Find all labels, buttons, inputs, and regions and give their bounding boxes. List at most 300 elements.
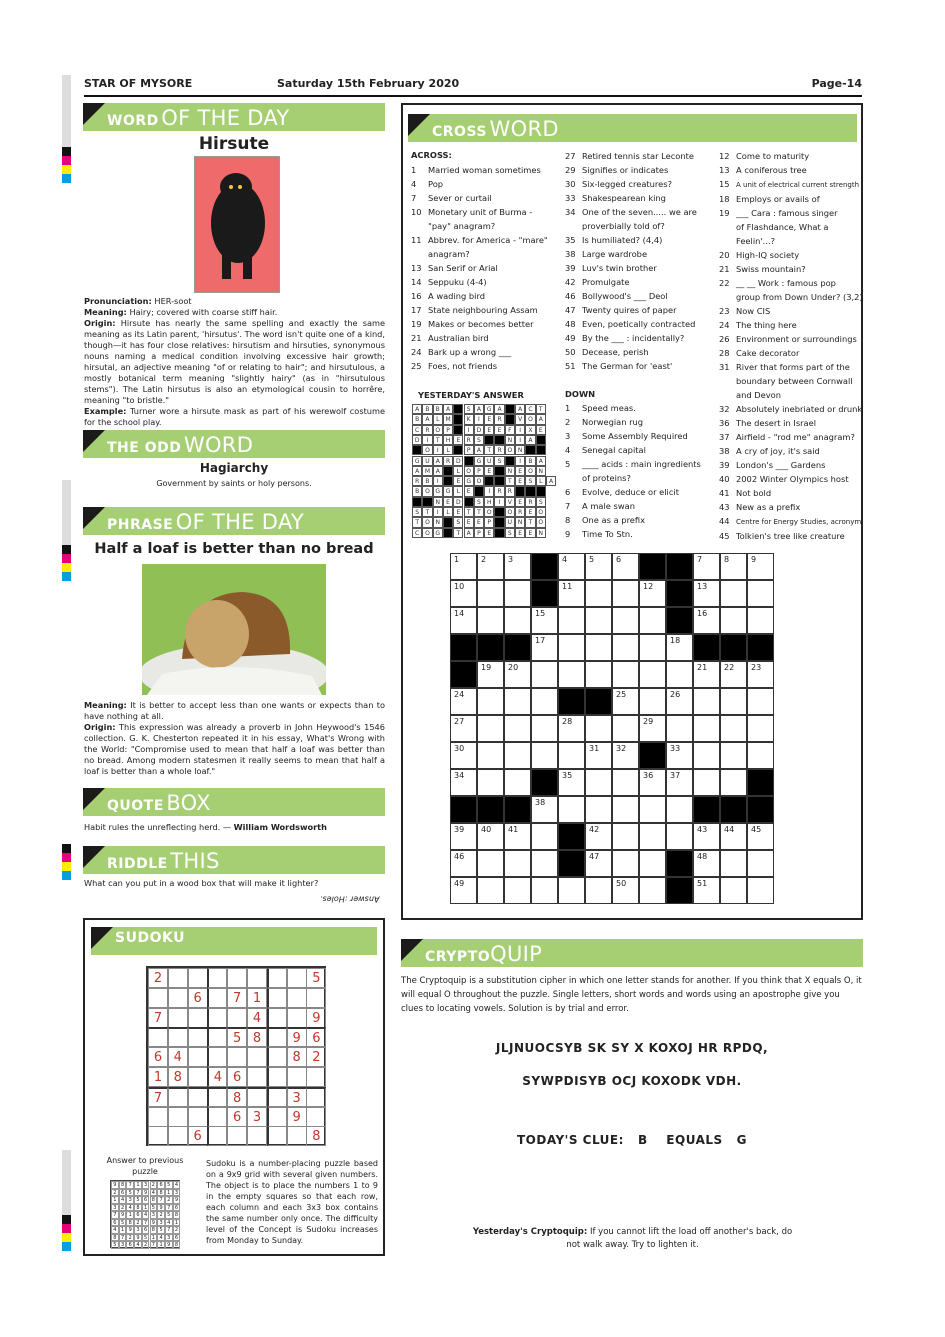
crossword-cell[interactable]	[477, 850, 504, 877]
crossword-cell[interactable]	[558, 742, 585, 769]
crossword-cell[interactable]	[477, 553, 504, 580]
crossword-cell[interactable]	[558, 661, 585, 688]
crossword-cell[interactable]	[747, 742, 774, 769]
crossword-cell[interactable]	[666, 769, 693, 796]
crossword-cell[interactable]	[693, 715, 720, 742]
crossword-cell[interactable]	[747, 580, 774, 607]
crossword-cell[interactable]	[504, 688, 531, 715]
black-cell	[494, 528, 504, 538]
answer-cell: P	[474, 466, 484, 476]
crossword-cell[interactable]	[693, 580, 720, 607]
crossword-cell[interactable]	[720, 553, 747, 580]
clue	[719, 402, 863, 416]
crossword-cell[interactable]	[747, 661, 774, 688]
crossword-cell[interactable]	[504, 580, 531, 607]
clue-text: Six-legged creatures?	[582, 179, 672, 189]
crossword-cell[interactable]	[477, 742, 504, 769]
crossword-cell[interactable]	[558, 634, 585, 661]
sudoku-cell[interactable]	[188, 1067, 208, 1087]
crossword-cell[interactable]	[585, 823, 612, 850]
crossword-cell[interactable]	[585, 634, 612, 661]
sudoku-cell[interactable]	[287, 988, 307, 1008]
cell-number: 5	[589, 555, 595, 564]
crossword-cell[interactable]	[720, 715, 747, 742]
clue	[719, 472, 863, 486]
sudoku-cell[interactable]	[287, 1008, 307, 1028]
clue	[719, 416, 863, 430]
crossword-cell[interactable]	[558, 769, 585, 796]
crossword-cell[interactable]	[477, 769, 504, 796]
sudoku-cell[interactable]	[168, 988, 188, 1008]
black-cell	[536, 486, 546, 496]
black-cell	[494, 517, 504, 527]
crossword-cell[interactable]	[612, 877, 639, 904]
cell-number: 16	[697, 609, 708, 618]
clue	[719, 234, 863, 248]
clue-text: of proteins?	[582, 473, 631, 483]
black-cell	[453, 425, 463, 435]
crossword-cell[interactable]	[585, 742, 612, 769]
crossword-cell[interactable]	[693, 877, 720, 904]
sudoku-cell[interactable]	[207, 1047, 227, 1067]
answer-cell: 7	[142, 1219, 150, 1227]
sudoku-cell[interactable]	[188, 1047, 208, 1067]
clue	[565, 317, 697, 331]
sudoku-cell[interactable]	[227, 968, 247, 988]
crossword-cell[interactable]	[612, 688, 639, 715]
answer-cell: D	[453, 456, 463, 466]
sudoku-cell[interactable]	[188, 1107, 208, 1127]
answer-cell: I	[494, 497, 504, 507]
answer-cell: 3	[142, 1181, 150, 1189]
crossword-cell[interactable]	[693, 688, 720, 715]
crossword-cell[interactable]	[720, 661, 747, 688]
cell-number: 29	[643, 717, 654, 726]
across-clues-2	[565, 149, 697, 373]
clue-text: ___ Cara : famous singer	[736, 208, 838, 218]
black-cell	[525, 445, 535, 455]
clue	[565, 275, 697, 289]
crossword-cell[interactable]	[639, 580, 666, 607]
crossword-cell[interactable]	[558, 607, 585, 634]
sudoku-cell[interactable]	[306, 1107, 326, 1127]
sudoku-cell[interactable]	[148, 988, 168, 1008]
cell-number: 12	[643, 582, 654, 591]
sudoku-cell[interactable]	[247, 1067, 267, 1087]
crossword-cell[interactable]	[639, 796, 666, 823]
crossword-cell[interactable]	[747, 715, 774, 742]
answer-cell: L	[453, 466, 463, 476]
crossword-cell[interactable]	[477, 823, 504, 850]
sudoku-cell[interactable]	[207, 1107, 227, 1127]
crossword-cell[interactable]	[558, 715, 585, 742]
answer-cell: E	[443, 497, 453, 507]
crossword-cell[interactable]	[666, 661, 693, 688]
answer-cell: N	[433, 497, 443, 507]
answer-cell: A	[474, 445, 484, 455]
crossword-cell[interactable]	[504, 877, 531, 904]
crossword-cell[interactable]	[693, 823, 720, 850]
sudoku-cell[interactable]	[267, 1027, 287, 1047]
crossword-cell[interactable]	[693, 607, 720, 634]
crossword-cell[interactable]	[531, 850, 558, 877]
crossword-cell[interactable]	[612, 796, 639, 823]
clue-number: 16	[411, 291, 422, 301]
crossword-cell[interactable]	[450, 850, 477, 877]
sudoku-cell[interactable]	[148, 1107, 168, 1127]
crossword-cell[interactable]	[720, 769, 747, 796]
sudoku-cell[interactable]	[267, 1126, 287, 1146]
cryptoquip-intro: The Cryptoquip is a substitution cipher in which one letter stands for another. If you think that X equals O, it will equal O throughout the puzzle. Single letters, short words and words using an apostrophe give you clues to locating vowels. Solution is by trial and error.	[401, 976, 862, 1014]
crossword-cell[interactable]	[450, 769, 477, 796]
sudoku-cell[interactable]	[306, 988, 326, 1008]
clue	[719, 500, 863, 514]
crossword-cell[interactable]	[450, 742, 477, 769]
sudoku-cell[interactable]	[267, 988, 287, 1008]
crossword-cell[interactable]	[720, 823, 747, 850]
crossword-cell[interactable]	[639, 715, 666, 742]
crossword-cell[interactable]	[531, 634, 558, 661]
crossword-cell[interactable]	[720, 580, 747, 607]
crossword-cell[interactable]	[612, 823, 639, 850]
crossword-cell[interactable]	[612, 742, 639, 769]
crossword-cell[interactable]	[612, 553, 639, 580]
cell-number: 40	[481, 825, 492, 834]
answer-cell: 5	[165, 1181, 173, 1189]
crossword-cell[interactable]	[585, 715, 612, 742]
black-cell	[484, 476, 494, 486]
crossword-cell[interactable]	[720, 607, 747, 634]
answer-cell: 4	[142, 1211, 150, 1219]
sudoku-cell[interactable]	[306, 1067, 326, 1087]
sudoku-cell[interactable]	[148, 1126, 168, 1146]
crossword-cell[interactable]	[747, 877, 774, 904]
sudoku-cell[interactable]	[227, 1126, 247, 1146]
crossword-cell[interactable]	[666, 796, 693, 823]
clue-text: group from Down Under? (3,2)	[736, 292, 863, 302]
crossword-cell[interactable]	[450, 553, 477, 580]
black-cell	[558, 688, 585, 715]
crossword-cell[interactable]	[612, 850, 639, 877]
crossword-cell[interactable]	[504, 607, 531, 634]
sudoku-cell[interactable]	[207, 988, 227, 1008]
crossword-cell[interactable]	[612, 580, 639, 607]
crossword-cell[interactable]	[558, 877, 585, 904]
clue	[719, 318, 863, 332]
answer-cell: 9	[111, 1181, 119, 1189]
answer-cell: S	[536, 497, 546, 507]
crossword-cell[interactable]	[693, 850, 720, 877]
answer-cell: S	[525, 476, 535, 486]
black-cell	[443, 517, 453, 527]
sudoku-cell[interactable]	[267, 1087, 287, 1107]
clue-number: 19	[719, 208, 730, 218]
crossword-cell[interactable]	[450, 877, 477, 904]
clue	[719, 529, 863, 543]
crossword-cell[interactable]	[504, 715, 531, 742]
crossword-cell[interactable]	[558, 796, 585, 823]
black-cell	[693, 796, 720, 823]
crossword-cell[interactable]	[504, 553, 531, 580]
crossword-cell[interactable]	[585, 661, 612, 688]
clue	[565, 331, 697, 345]
crossword-cell[interactable]	[639, 769, 666, 796]
sudoku-cell[interactable]	[168, 968, 188, 988]
crossword-cell[interactable]	[720, 850, 747, 877]
clue-number: 27	[565, 151, 576, 161]
clue	[565, 457, 701, 471]
sudoku-cell[interactable]	[247, 968, 267, 988]
answer-cell: T	[453, 528, 463, 538]
cell-number: 42	[589, 825, 600, 834]
answer-cell: 4	[119, 1196, 127, 1204]
crossword-cell[interactable]	[504, 661, 531, 688]
clue-text: __ __ Work : famous pop	[736, 278, 836, 288]
clue-text: The German for 'east'	[582, 361, 673, 371]
clue	[719, 276, 863, 290]
black-cell	[639, 553, 666, 580]
clue	[411, 177, 548, 191]
crossword-cell[interactable]	[504, 823, 531, 850]
sudoku-cell[interactable]	[188, 1027, 208, 1047]
answer-cell: E	[515, 528, 525, 538]
sudoku-cell[interactable]	[207, 968, 227, 988]
answer-cell: 5	[134, 1196, 142, 1204]
sudoku-cell: 4	[207, 1067, 227, 1087]
crossword-cell[interactable]	[531, 688, 558, 715]
crossword-cell[interactable]	[666, 634, 693, 661]
sudoku-cell[interactable]	[287, 1067, 307, 1087]
answer-cell: 1	[165, 1189, 173, 1197]
sudoku-cell[interactable]	[267, 1047, 287, 1067]
sudoku-cell[interactable]	[247, 1087, 267, 1107]
page-header	[84, 75, 862, 97]
crossword-cell[interactable]	[531, 796, 558, 823]
sudoku-cell[interactable]	[227, 1047, 247, 1067]
clue-text: Now CIS	[736, 306, 771, 316]
clue-number: 2	[565, 417, 571, 427]
answer-cell: K	[464, 414, 474, 424]
sudoku-cell[interactable]	[287, 1126, 307, 1146]
black-cell	[443, 466, 453, 476]
sudoku-cell[interactable]	[247, 1047, 267, 1067]
crossword-cell[interactable]	[477, 580, 504, 607]
crossword-cell[interactable]	[477, 877, 504, 904]
clue	[565, 499, 701, 513]
crossword-cell[interactable]	[531, 823, 558, 850]
crossword-cell[interactable]	[639, 823, 666, 850]
answer-cell: E	[484, 528, 494, 538]
clue-text: Swiss mountain?	[736, 264, 806, 274]
crossword-cell[interactable]	[477, 688, 504, 715]
sudoku-cell[interactable]	[227, 1008, 247, 1028]
sudoku-cell[interactable]	[168, 1087, 188, 1107]
crossword-cell[interactable]	[639, 634, 666, 661]
answer-cell: G	[433, 528, 443, 538]
sudoku-cell: 6	[188, 988, 208, 1008]
sudoku-cell[interactable]	[207, 1126, 227, 1146]
crossword-cell[interactable]	[531, 742, 558, 769]
crossword-cell[interactable]	[450, 688, 477, 715]
cell-number: 38	[535, 798, 546, 807]
crossword-cell[interactable]	[504, 769, 531, 796]
crossword-cell[interactable]	[720, 742, 747, 769]
cell-number: 47	[589, 852, 600, 861]
crossword-cell[interactable]	[612, 607, 639, 634]
answer-cell: O	[464, 466, 474, 476]
crossword-cell[interactable]	[747, 553, 774, 580]
answer-cell: A	[412, 466, 422, 476]
sudoku-cell[interactable]	[267, 1008, 287, 1028]
clue	[411, 247, 548, 261]
clue-number: 13	[719, 165, 730, 175]
crossword-cell[interactable]	[720, 688, 747, 715]
crossword-cell[interactable]	[666, 823, 693, 850]
answer-cell: O	[505, 445, 515, 455]
crossword-cell[interactable]	[639, 850, 666, 877]
crossword-cell[interactable]	[504, 850, 531, 877]
sudoku-cell[interactable]	[188, 968, 208, 988]
sudoku-cell[interactable]	[267, 1107, 287, 1127]
clue-number: 13	[411, 263, 422, 273]
crossword-cell[interactable]	[585, 553, 612, 580]
crossword-cell[interactable]	[558, 553, 585, 580]
clue-number: 42	[565, 277, 576, 287]
clue-number: 46	[565, 291, 576, 301]
sudoku-cell[interactable]	[148, 1027, 168, 1047]
crossword-cell[interactable]	[531, 607, 558, 634]
crossword-cell[interactable]	[666, 715, 693, 742]
crossword-cell[interactable]	[720, 877, 747, 904]
crossword-cell[interactable]	[504, 742, 531, 769]
paper-name: STAR OF MYSORE	[84, 77, 193, 90]
clue	[411, 205, 548, 219]
crossword-cell[interactable]	[693, 661, 720, 688]
cell-number: 37	[670, 771, 681, 780]
answer-cell: A	[546, 476, 556, 486]
answer-cell: 8	[173, 1241, 181, 1249]
crossword-cell[interactable]	[747, 850, 774, 877]
sudoku-cell[interactable]	[287, 968, 307, 988]
answer-cell: 8	[150, 1196, 158, 1204]
answer-cell: 3	[165, 1234, 173, 1242]
crossword-cell[interactable]	[450, 580, 477, 607]
crossword-cell[interactable]	[531, 715, 558, 742]
sudoku-cell[interactable]	[168, 1008, 188, 1028]
clue-number: 37	[719, 432, 730, 442]
crossword-cell[interactable]	[585, 850, 612, 877]
sudoku-cell[interactable]	[207, 1027, 227, 1047]
answer-cell: G	[484, 404, 494, 414]
crossword-cell[interactable]	[477, 661, 504, 688]
crossword-cell[interactable]	[585, 607, 612, 634]
crossword-cell[interactable]	[477, 715, 504, 742]
word-of-day-banner: WORD OF THE DAY	[83, 103, 385, 131]
crossword-cell[interactable]	[639, 607, 666, 634]
sudoku-cell[interactable]	[267, 1067, 287, 1087]
crossword-cell[interactable]	[585, 796, 612, 823]
sudoku-cell[interactable]	[306, 1087, 326, 1107]
crossword-cell[interactable]	[666, 688, 693, 715]
crossword-cell[interactable]	[639, 877, 666, 904]
black-cell	[477, 634, 504, 661]
clue-text: Absolutely inebriated or drunk	[736, 404, 863, 414]
crossword-cell[interactable]	[693, 742, 720, 769]
crossword-cell[interactable]	[747, 607, 774, 634]
crossword-cell[interactable]	[666, 742, 693, 769]
sudoku-cell[interactable]	[207, 1008, 227, 1028]
crossword-cell[interactable]	[612, 634, 639, 661]
crossword-cell[interactable]	[639, 661, 666, 688]
answer-cell: 5	[150, 1204, 158, 1212]
clue-text: Tolkien's tree like creature	[736, 531, 845, 541]
clue	[411, 317, 548, 331]
sudoku-cell[interactable]	[168, 1126, 188, 1146]
answer-cell: 8	[150, 1226, 158, 1234]
crossword-cell[interactable]	[693, 553, 720, 580]
clue-number: 34	[565, 207, 576, 217]
clue-number: 45	[719, 531, 730, 541]
sudoku-cell[interactable]	[207, 1087, 227, 1107]
clue-text: London's ___ Gardens	[736, 460, 826, 470]
crossword-cell[interactable]	[612, 661, 639, 688]
sudoku-cell[interactable]	[247, 1126, 267, 1146]
sudoku-cell[interactable]	[267, 968, 287, 988]
crossword-cell[interactable]	[477, 607, 504, 634]
crossword-cell[interactable]	[558, 580, 585, 607]
sudoku-cell[interactable]	[168, 1107, 188, 1127]
crossword-cell[interactable]	[747, 688, 774, 715]
crossword-cell[interactable]	[531, 877, 558, 904]
sudoku-cell[interactable]	[168, 1027, 188, 1047]
cell-number: 35	[562, 771, 573, 780]
answer-cell: E	[453, 435, 463, 445]
crossword-cell[interactable]	[585, 580, 612, 607]
answer-cell: N	[505, 466, 515, 476]
crossword-cell[interactable]	[612, 715, 639, 742]
answer-cell: R	[422, 425, 432, 435]
crossword-cell[interactable]	[450, 715, 477, 742]
yesterday-crossword-grid	[412, 404, 554, 538]
crossword-cell[interactable]	[693, 769, 720, 796]
crossword-cell[interactable]	[585, 877, 612, 904]
crossword-cell[interactable]	[450, 607, 477, 634]
clue-number: 40	[719, 474, 730, 484]
crossword-cell[interactable]	[612, 769, 639, 796]
clue-number: 35	[565, 235, 576, 245]
crossword-cell[interactable]	[747, 823, 774, 850]
sudoku-cell[interactable]	[188, 1008, 208, 1028]
clue-text: Promulgate	[582, 277, 630, 287]
crossword-cell[interactable]	[585, 769, 612, 796]
sudoku-cell[interactable]	[188, 1087, 208, 1107]
phrase-text: Half a loaf is better than no bread	[94, 541, 374, 557]
clue	[719, 332, 863, 346]
answer-cell: T	[412, 517, 422, 527]
answer-cell: D	[453, 497, 463, 507]
crossword-cell[interactable]	[450, 823, 477, 850]
crossword-cell[interactable]	[639, 688, 666, 715]
clue-text: High-IQ society	[736, 250, 800, 260]
clue-text: A cry of joy, it's said	[736, 446, 820, 456]
crossword-cell[interactable]	[531, 661, 558, 688]
answer-cell: A	[422, 414, 432, 424]
clue-number: 9	[565, 529, 571, 539]
answer-cell: 3	[173, 1189, 181, 1197]
black-cell	[505, 456, 515, 466]
clue	[565, 149, 697, 163]
answer-cell: 1	[142, 1204, 150, 1212]
